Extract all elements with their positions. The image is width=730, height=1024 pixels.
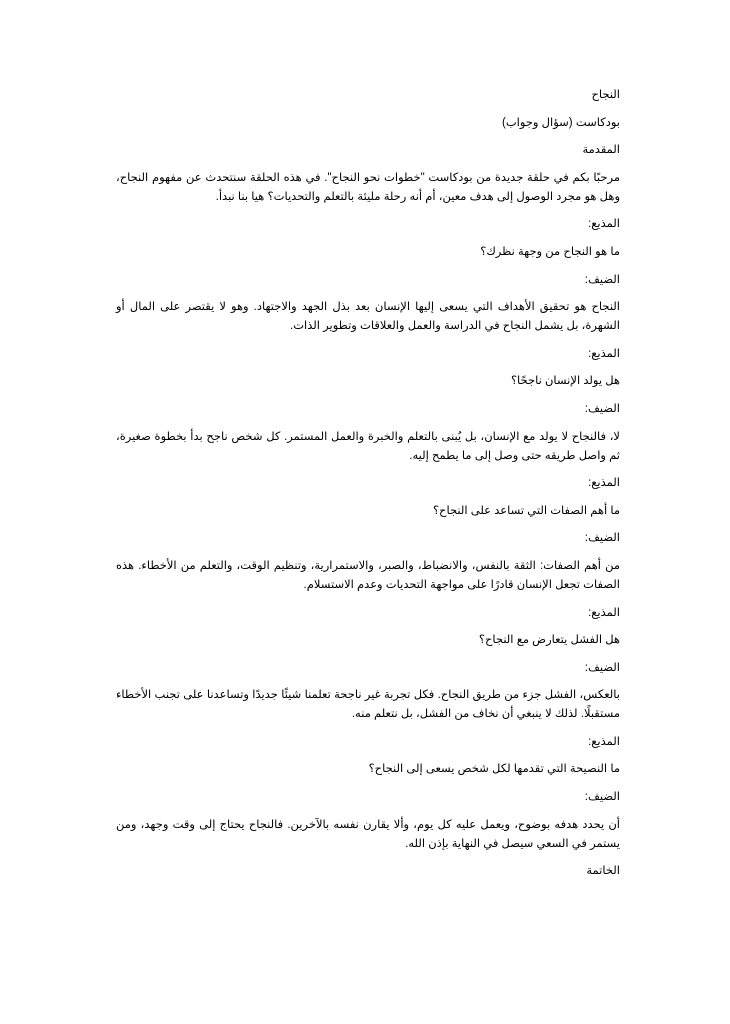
host-label: المذيع: <box>588 735 620 748</box>
guest-label: الضيف: <box>584 402 620 415</box>
guest-answer: بالعكس، الفشل جزء من طريق النجاح. فكل تجربة غير ناجحة تعلمنا شيئًا جديدًا وتساعدنا على تجنب الأخطاء مستقبلًا. لذلك لا ينبغي أن نخاف من الفشل، بل نتعلم منه. <box>116 689 620 721</box>
host-question: ما أهم الصفات التي تساعد على النجاح؟ <box>432 504 620 517</box>
host-question: ما هو النجاح من وجهة نظرك؟ <box>480 245 620 258</box>
guest-label: الضيف: <box>584 791 620 804</box>
host-question: هل يولد الإنسان ناجحًا؟ <box>510 375 620 388</box>
host-question: هل الفشل يتعارض مع النجاح؟ <box>478 634 620 647</box>
host-label: المذيع: <box>588 218 620 231</box>
intro-heading: المقدمة <box>582 144 620 157</box>
intro-text: مرحبًا بكم في حلقة جديدة من بودكاست "خطوات نحو النجاح". في هذه الحلقة سنتحدث عن مفهوم النجاح، وهل هو مجرد الوصول إلى هدف معين، أم أنه رحلة مليئة بالتعلم والتحديات؟ هيا بنا نبدأ. <box>116 171 620 203</box>
guest-answer: لا، فالنجاح لا يولد مع الإنسان، بل يُبنى بالتعلم والخبرة والعمل المستمر. كل شخص ناجح بدأ بخطوة صغيرة، ثم واصل طريقه حتى وصل إلى ما يطمح إليه. <box>116 430 620 462</box>
host-label: المذيع: <box>588 477 620 490</box>
closing-heading: الخاتمة <box>586 865 620 878</box>
guest-label: الضيف: <box>584 532 620 545</box>
document-title: النجاح <box>591 89 620 101</box>
host-label: المذيع: <box>588 606 620 619</box>
host-label: المذيع: <box>588 347 620 360</box>
guest-answer: من أهم الصفات: الثقة بالنفس، والانضباط، والصبر، والاستمرارية، وتنظيم الوقت، والتعلم من الأخطاء. هذه الصفات تجعل الإنسان قادرًا على مواجهة التحديات وعدم الاستسلام. <box>116 559 620 591</box>
guest-answer: أن يحدد هدفه بوضوح، ويعمل عليه كل يوم، وألا يقارن نفسه بالآخرين. فالنجاح يحتاج إلى وقت وجهد، ومن يستمر في السعي سيصل في النهاية بإذن الله. <box>116 818 620 850</box>
host-question: ما النصيحة التي تقدمها لكل شخص يسعى إلى النجاح؟ <box>368 763 620 776</box>
document-page <box>116 86 620 890</box>
guest-label: الضيف: <box>584 661 620 674</box>
guest-label: الضيف: <box>584 273 620 286</box>
document-subtitle: بودكاست (سؤال وجواب) <box>502 116 620 129</box>
guest-answer: النجاح هو تحقيق الأهداف التي يسعى إليها الإنسان بعد بذل الجهد والاجتهاد. وهو لا يقتصر على المال أو الشهرة، بل يشمل النجاح في الدراسة والعمل والعلاقات وتطوير الذات. <box>116 301 620 333</box>
